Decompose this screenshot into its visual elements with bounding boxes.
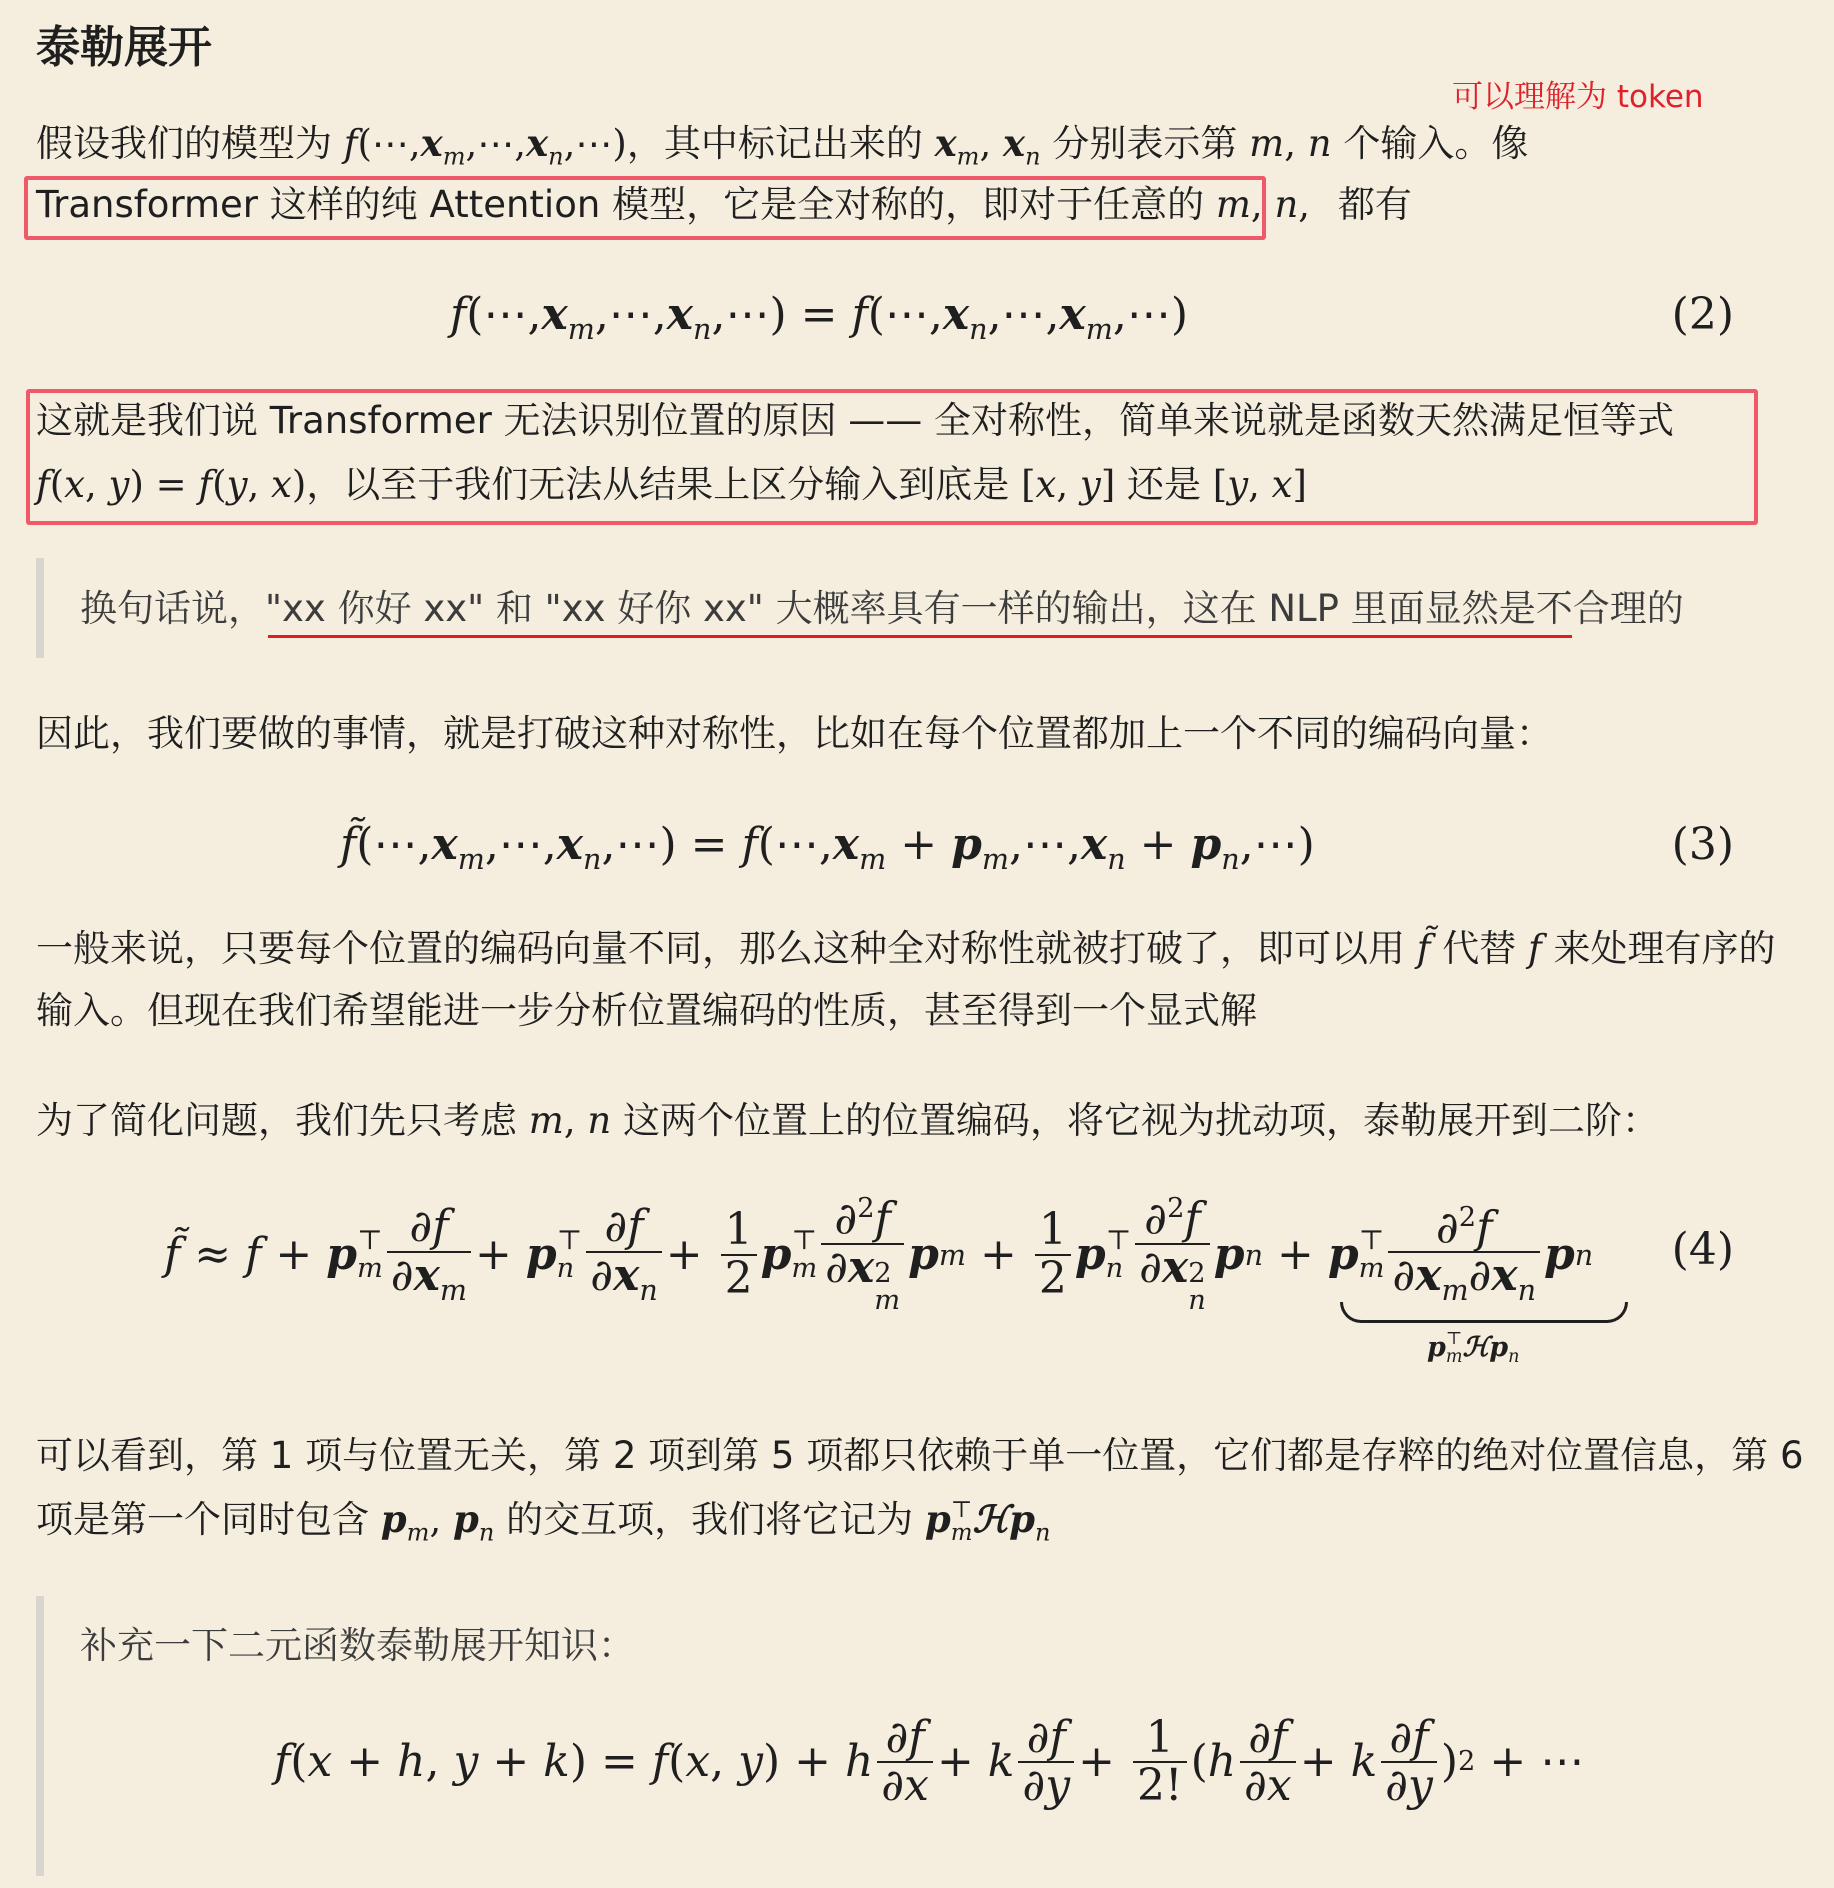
p4-text-a: 一般来说，只要每个位置的编码向量不同，那么这种全对称性就被打破了，即可以用	[36, 927, 1417, 970]
p1-text-a: 假设我们的模型为	[36, 122, 344, 165]
paragraph-5: 为了简化问题，我们先只考虑 m, n 这两个位置上的位置编码，将它视为扰动项，泰勒展开到二阶：	[36, 1099, 1659, 1142]
p1-text-c: 分别表示第	[1040, 122, 1250, 165]
paragraph-1-line-2: Transformer 这样的纯 Attention 模型，它是全对称的，即对于任意的 m, n, 都有	[36, 183, 1412, 226]
p2-text-b: 还是	[1115, 463, 1213, 506]
equation-4: f̃ ≈ f + p ⊤ m $\frac{\partial f}{\partial x_m}$ + p ⊤ n $\frac{\partial f}{\partial x_n}$ + $\frac{1}{2}$ p ⊤ m ∂$^2$f ∂x 2 m p m + $\frac{1}{2}$ p ⊤ n ∂$^2$f ∂x 2 n p n + p ⊤ m $\frac{\partial^2f}{\partial x_m\partial x_n}$ p n	[164, 1193, 1594, 1316]
p6-text-b: 的交互项，我们将它记为	[494, 1498, 925, 1541]
equation-number-3: (3)	[1671, 819, 1734, 870]
red-underline	[268, 635, 1572, 638]
highlight-box-symmetry	[24, 176, 1266, 240]
paragraph-6-line-1: 可以看到，第 1 项与位置无关，第 2 项到第 5 项都只依赖于单一位置，它们都是存粹的绝对位置信息，第 6	[36, 1434, 1804, 1477]
equation-number-2: (2)	[1671, 289, 1734, 340]
paragraph-2-line-2: f(x, y) = f(y, x)，以至于我们无法从结果上区分输入到底是 [x, y] 还是 [y, x]	[36, 463, 1307, 506]
equation-3: $f̃(\cdots,x_m,\cdots,x_n,\cdots)$ = $f(\cdots,x_m$ + $p_m,\cdots,x_n$ + $p_n,\cdots$)	[340, 819, 1315, 876]
paragraph-1-line-1: 假设我们的模型为 $f(\cdots,x_m,\cdots,x_n,\cdots)$，其中标记出来的 $x_m$, $x_n$ 分别表示第 m, n 个输入。像	[36, 121, 1529, 171]
p1-line2-end: 都有	[1326, 183, 1412, 226]
p5-text-a: 为了简化问题，我们先只考虑	[36, 1099, 529, 1142]
math-f-args: f	[343, 122, 358, 165]
p1-text-d: 个输入。像	[1331, 122, 1529, 165]
equation-taylor-2var: f ( x + h , y + k ) = f ( x , y ) + h $\frac{\partial f}{\partial x}$ + k $\frac{\partial f}{\partial y}$ + $\frac{1}{2!}$ ( h $\frac{\partial f}{\partial x}$ + k $\frac{\partial f}{\partial y}$ ) 2 + ⋯	[274, 1712, 1585, 1812]
section-heading: 泰勒展开	[36, 22, 212, 73]
p1-line2: Transformer 这样的纯 Attention 模型，它是全对称的，即对于任意的	[36, 183, 1216, 226]
quote-bar-2	[36, 1596, 44, 1876]
p4-text-c: 来处理有序的	[1541, 927, 1776, 970]
p2-text-a: ，以至于我们无法从结果上区分输入到底是	[306, 463, 1022, 506]
paragraph-3: 因此，我们要做的事情，就是打破这种对称性，比如在每个位置都加上一个不同的编码向量：	[36, 712, 1553, 755]
paragraph-2-line-1: 这就是我们说 Transformer 无法识别位置的原因 —— 全对称性，简单来说就是函数天然满足恒等式	[36, 399, 1675, 442]
quote-bar-1	[36, 558, 44, 658]
underbrace-label: p ⊤ m ℋp$_n$	[1427, 1328, 1520, 1368]
p5-text-b: 这两个位置上的位置编码，将它视为扰动项，泰勒展开到二阶：	[611, 1099, 1659, 1142]
p6-text-a: 项是第一个同时包含	[36, 1498, 381, 1541]
quote-1-text: 换句话说，"xx 你好 xx" 和 "xx 好你 xx" 大概率具有一样的输出，这在 NLP 里面显然是不合理的	[80, 587, 1684, 630]
equation-number-4: (4)	[1671, 1224, 1734, 1275]
paragraph-4-line-1: 一般来说，只要每个位置的编码向量不同，那么这种全对称性就被打破了，即可以用 f̃ 代替 f 来处理有序的	[36, 927, 1776, 970]
annotation-token: 可以理解为 token	[1452, 79, 1704, 115]
quote-2-text: 补充一下二元函数泰勒展开知识：	[80, 1624, 635, 1667]
p1-text-b: ，其中标记出来的	[626, 122, 935, 165]
underbrace	[1340, 1302, 1628, 1323]
equation-2: $f(\cdots,x_m,\cdots,x_n,\cdots)$ = $f(\cdots,x_n,\cdots,x_m,\cdots)$	[450, 289, 1189, 346]
paragraph-6-line-2: 项是第一个同时包含 $p_m$, $p_n$ 的交互项，我们将它记为 p ⊤ m ℋp$_n$	[36, 1496, 1051, 1547]
paragraph-4-line-2: 输入。但现在我们希望能进一步分析位置编码的性质，甚至得到一个显式解	[36, 989, 1257, 1032]
p4-text-b: 代替	[1430, 927, 1528, 970]
